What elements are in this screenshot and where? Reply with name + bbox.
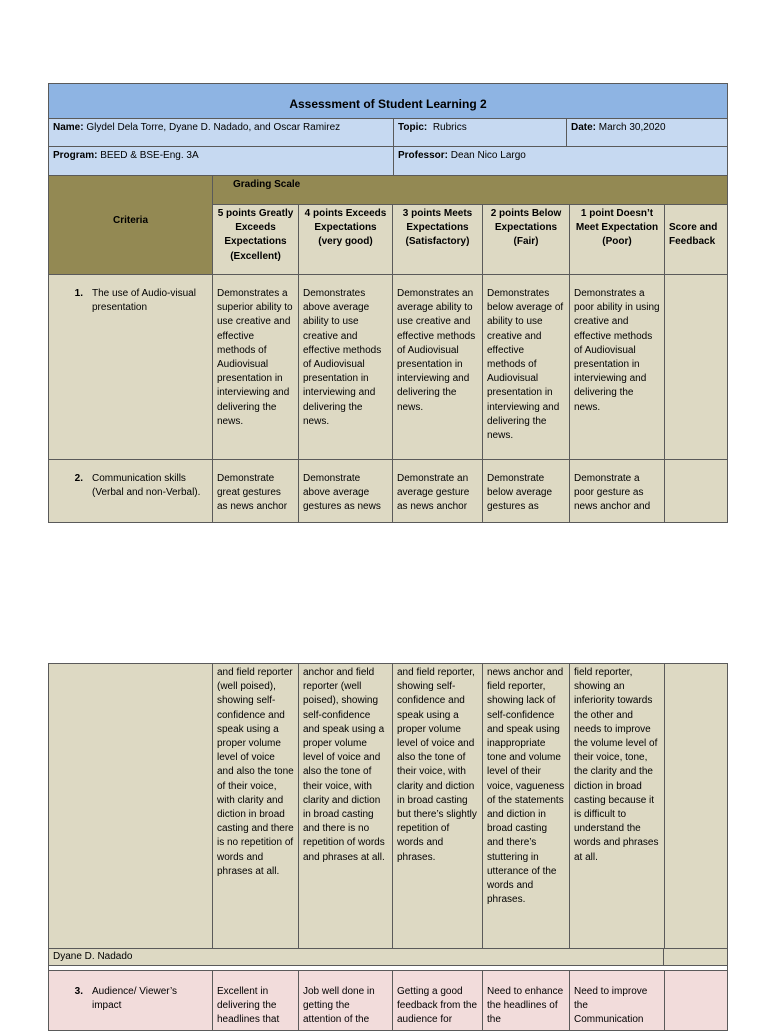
criterion-number: 3. — [74, 986, 83, 997]
scale-1-point: 1 point Doesn’t Meet Expectation (Poor) — [570, 205, 665, 275]
criterion-text: Communication skills (Verbal and non-Verbal). — [92, 473, 201, 499]
descriptor-2: Demonstrates below average of ability to use creative and effective methods of Audiovisual presentation in interviewing and delivering the news. — [483, 275, 570, 460]
rubric-table-page-2 — [48, 663, 728, 1031]
descriptor-3: Getting a good feedback from the audience for — [393, 971, 483, 1031]
rubric-row-2 — [48, 460, 728, 523]
name-label: Name: — [53, 122, 84, 133]
rubric-table-page-1 — [48, 83, 728, 523]
date-cell — [567, 119, 728, 147]
descriptor-4: Job well done in getting the attention of the — [299, 971, 393, 1031]
descriptor-1: Demonstrate a poor gesture as news anchor and — [570, 460, 665, 523]
scale-4-points: 4 points Exceeds Expectations (very good) — [299, 205, 393, 275]
descriptor-5: Demonstrate great gestures as news anchor — [213, 460, 299, 523]
score-cell — [664, 949, 728, 966]
descriptor-1: Demonstrates a poor ability in using creative and effective methods of Audiovisual presentation in interviewing and delivering the news. — [570, 275, 665, 460]
document-title: Assessment of Student Learning 2 — [49, 83, 728, 119]
descriptor-3: Demonstrates an average ability to use creative and effective methods of Audiovisual presentation in interviewing and delivering the news. — [393, 275, 483, 460]
scale-3-points: 3 points Meets Expectations (Satisfactory) — [393, 205, 483, 275]
program-value: BEED & BSE-Eng. 3A — [97, 150, 199, 161]
descriptor-1: field reporter, showing an inferiority towards the other and needs to improve the volume level of their voice, tone, the clarity and the diction in broad casting because it is difficult to understand the words and phrases at all. — [570, 664, 665, 949]
name-cell — [49, 119, 394, 147]
criterion-cell — [49, 460, 213, 523]
criterion-cell — [49, 664, 213, 949]
program-cell — [49, 147, 394, 176]
descriptor-5: Excellent in delivering the headlines that — [213, 971, 299, 1031]
professor-value: Dean Nico Largo — [448, 150, 526, 161]
descriptor-2: Demonstrate below average gestures as — [483, 460, 570, 523]
score-cell — [665, 460, 728, 523]
criterion-number: 1. — [74, 288, 83, 299]
date-value: March 30,2020 — [596, 122, 666, 133]
descriptor-2: Need to enhance the headlines of the — [483, 971, 570, 1031]
criterion-number: 2. — [74, 473, 83, 484]
grading-scale-header: Grading Scale — [213, 176, 728, 205]
program-label: Program: — [53, 150, 98, 161]
descriptor-5: Demonstrates a superior ability to use creative and effective methods of Audiovisual presentation in interviewing and delivering the news. — [213, 275, 299, 460]
descriptor-4: anchor and field reporter (well poised), showing self-confidence and speak using a proper volume level of voice and also the tone of their voice, with clarity and diction in broad casting and there is no repetition of words and phrases at all. — [299, 664, 393, 949]
criterion-cell — [49, 971, 213, 1031]
scale-5-points: 5 points Greatly Exceeds Expectations (Excellent) — [213, 205, 299, 275]
criterion-text: The use of Audio-visual presentation — [92, 288, 196, 314]
descriptor-5: and field reporter (well poised), showing self-confidence and speak using a proper volume level of voice and also the tone of their voice, with clarity and diction in broad casting and there is no repetition of words and phrases at all. — [213, 664, 299, 949]
descriptor-4: Demonstrates above average ability to use creative and effective methods of Audiovisual presentation in interviewing and delivering the news. — [299, 275, 393, 460]
descriptor-3: Demonstrate an average gesture as news anchor — [393, 460, 483, 523]
criterion-text: Audience/ Viewer’s impact — [92, 986, 178, 1012]
descriptor-2: news anchor and field reporter, showing lack of self-confidence and speak using inappropriate tone and volume level of their voice, vagueness of the statements and diction in broad casting and there’s stuttering in utterance of the words and phrases. — [483, 664, 570, 949]
score-feedback-header: Score and Feedback — [665, 205, 728, 275]
score-cell — [665, 971, 728, 1031]
name-value: Glydel Dela Torre, Dyane D. Nadado, and Oscar Ramirez — [83, 122, 341, 133]
topic-cell — [394, 119, 567, 147]
descriptor-4: Demonstrate above average gestures as news — [299, 460, 393, 523]
rubric-row-3 — [48, 971, 728, 1031]
topic-label: Topic: — [398, 122, 428, 133]
descriptor-3: and field reporter, showing self-confidence and speak using a proper volume level of voice and also the tone of their voice, with clarity and diction in broad casting but there’s slightly repetition of words and phrases. — [393, 664, 483, 949]
criteria-header: Criteria — [49, 176, 213, 275]
rubric-row-2-continued — [48, 664, 728, 949]
rubric-row-1 — [48, 275, 728, 460]
score-cell — [665, 664, 728, 949]
score-cell — [665, 275, 728, 460]
author-note: Dyane D. Nadado — [49, 949, 664, 966]
descriptor-1: Need to improve the Communication — [570, 971, 665, 1031]
criterion-cell — [49, 275, 213, 460]
author-note-row — [48, 949, 728, 966]
professor-label: Professor: — [398, 150, 449, 161]
scale-2-points: 2 points Below Expectations (Fair) — [483, 205, 570, 275]
topic-value: Rubrics — [427, 122, 467, 133]
professor-cell — [394, 147, 728, 176]
date-label: Date: — [571, 122, 597, 133]
